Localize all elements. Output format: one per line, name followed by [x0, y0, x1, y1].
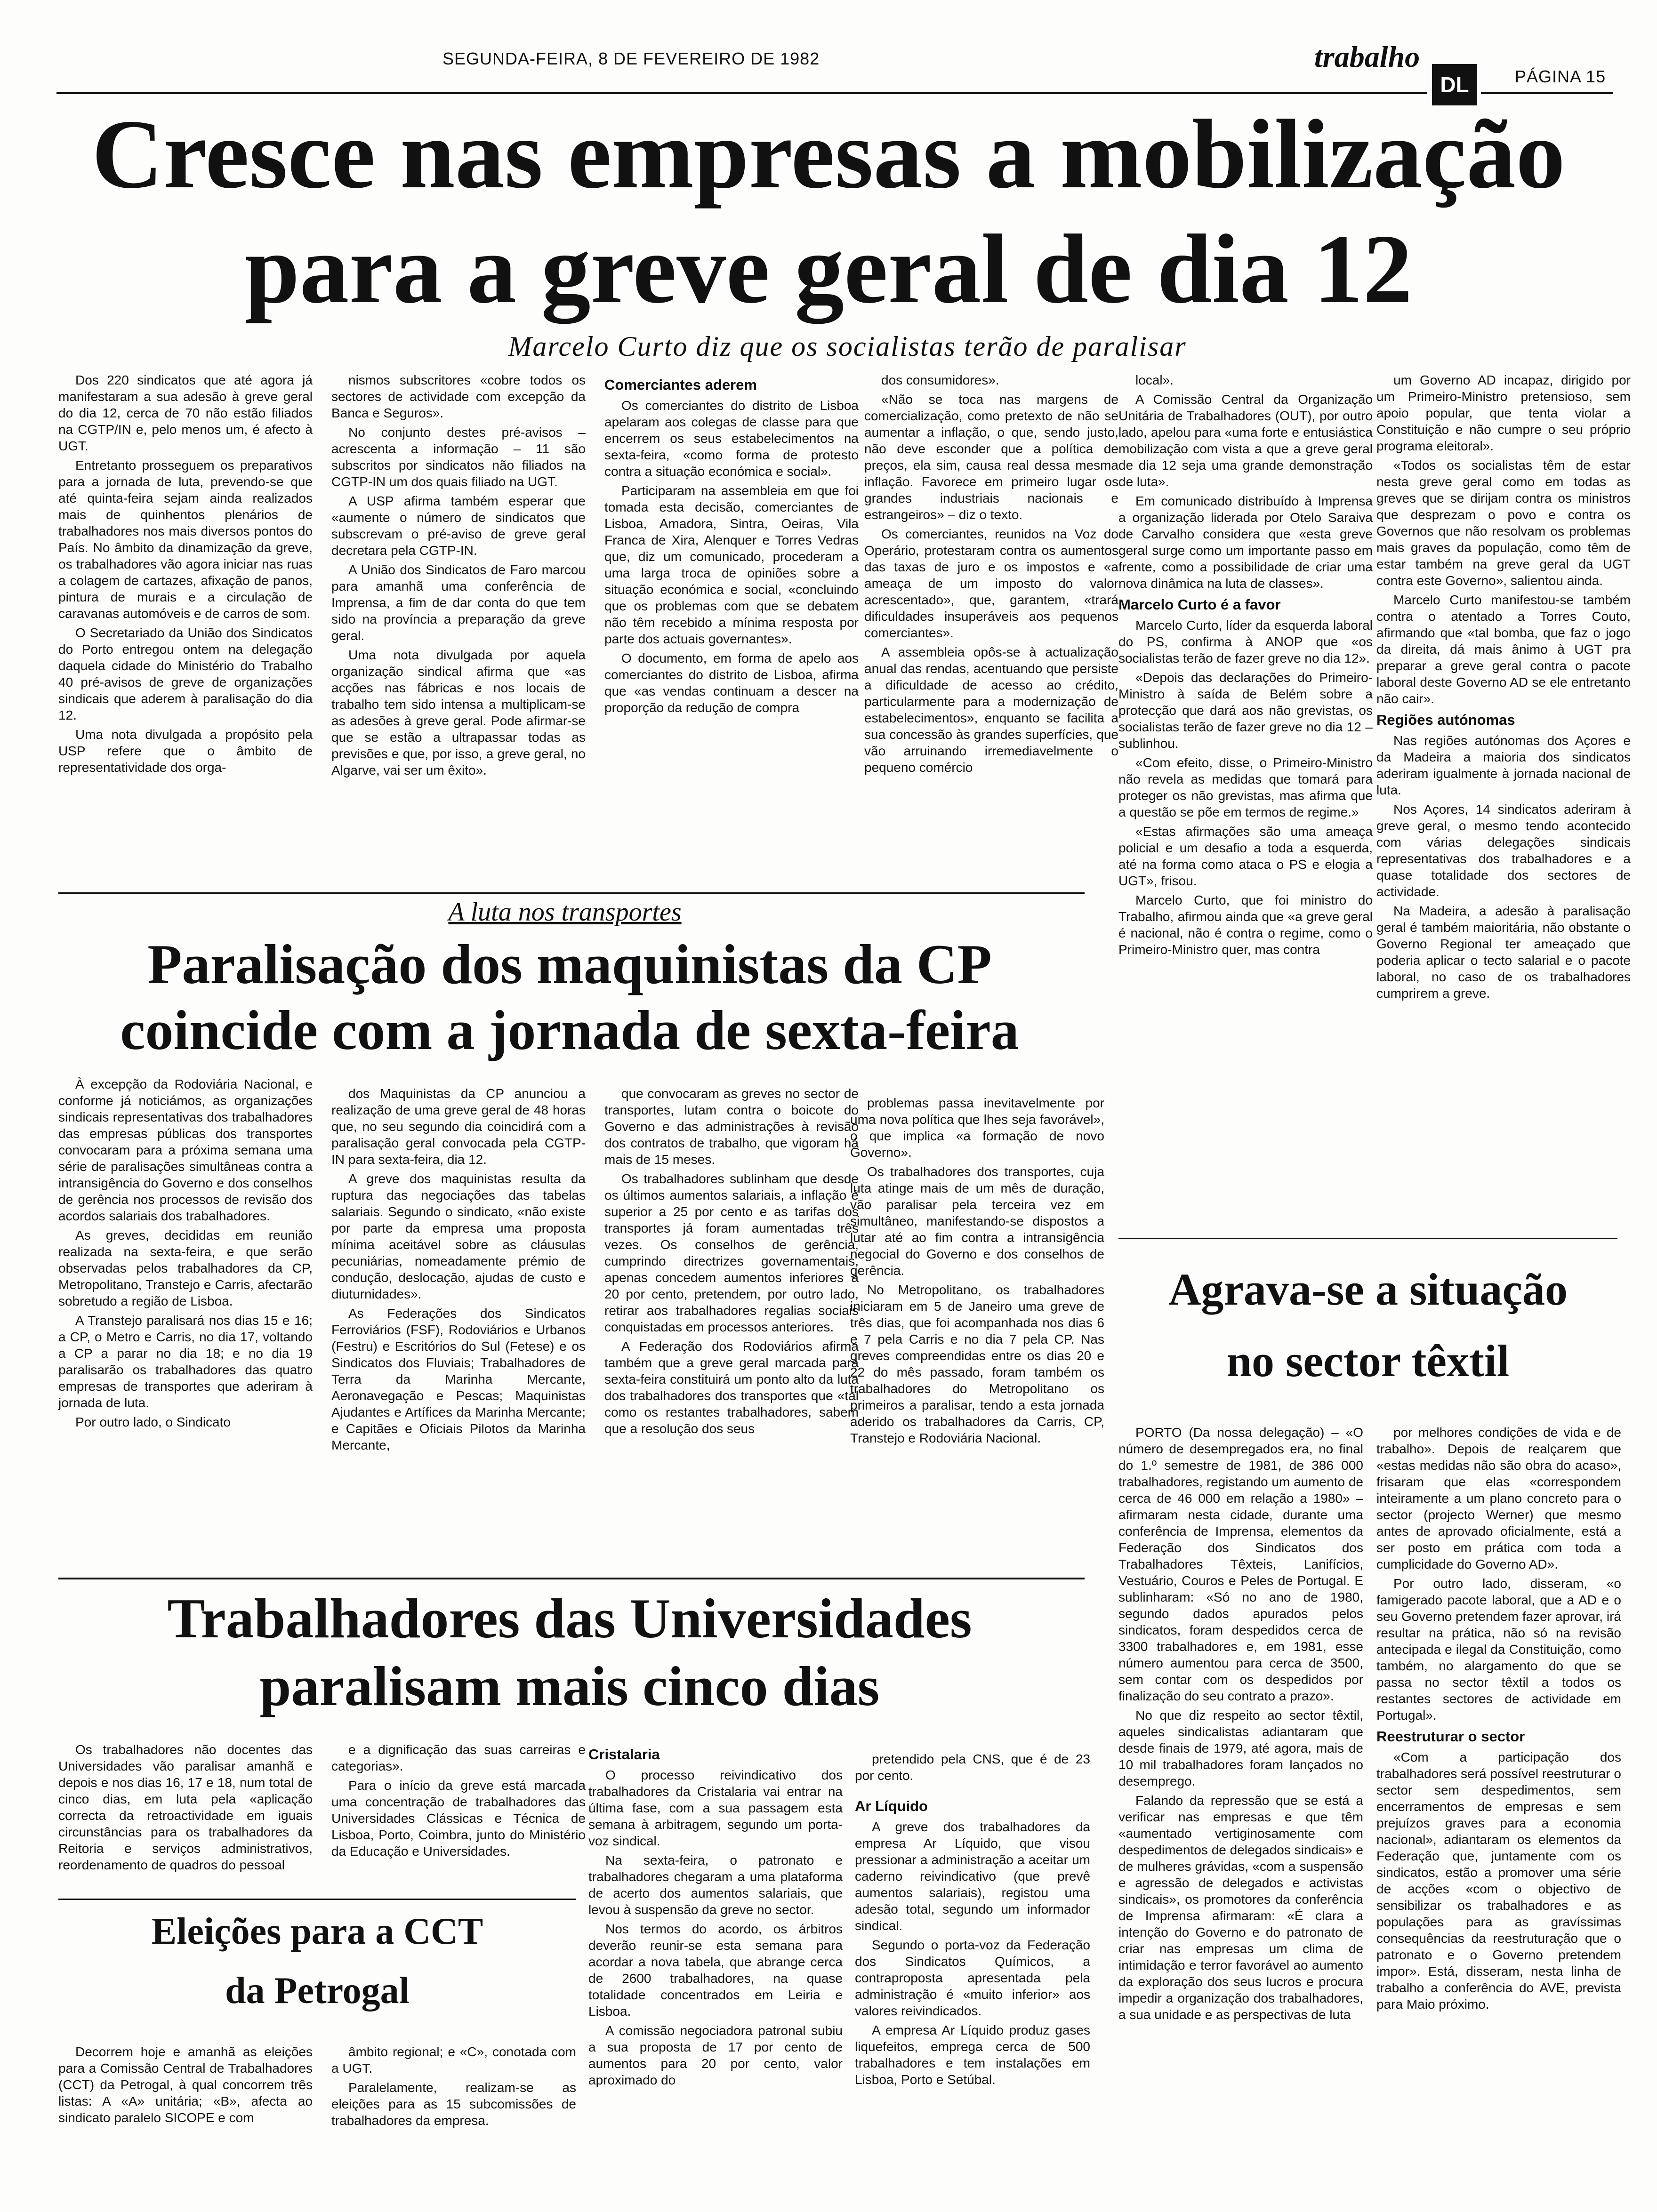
- transportes-kicker: A luta nos transportes: [448, 898, 682, 927]
- article-paragraph: Paralelamente, realizam-se as eleições para as 15 subcomissões de trabalhadores da empresa.: [331, 2080, 576, 2128]
- transportes-column-1: [58, 1076, 313, 1577]
- article-paragraph: A Transtejo paralisará nos dias 15 e 16; a CP, o Metro e Carris, no dia 17, voltando a CP a parar no dia 18; e no dia 19 paralisarão os trabalhadores das quatro empresas de transportes que aderiram à jornada de luta.: [58, 1313, 313, 1410]
- universidades-column-1: [58, 1741, 313, 1897]
- main-column-1: [58, 372, 313, 887]
- article-paragraph: Os trabalhadores sublinham que desde os últimos aumentos salariais, a inflação é superior a 25 por cento e as tarifas dos transportes já foram aumentadas três vezes. Os conselhos de gerência, cumprindo directrizes governamentais, apenas concedem aumentos inferiores a 20 por cento, pretendem, por outro lado, retirar aos trabalhadores regalias sociais conquistadas em processos anteriores.: [604, 1171, 859, 1334]
- main-column-6: [1376, 372, 1631, 1210]
- article-paragraph: Nos Açores, 14 sindicatos aderiram à greve geral, o mesmo tendo acontecido com várias delegações sindicais representativas dos trabalhadores e a quase totalidade dos sectores de actividade.: [1376, 802, 1631, 899]
- article-paragraph: problemas passa inevitavelmente por uma nova política que lhes seja favorável», o que implica «a formação de novo Governo».: [850, 1096, 1104, 1160]
- article-paragraph: um Governo AD incapaz, dirigido por um Primeiro-Ministro pretensioso, sem apoio popular, que tenta violar a Constituição e não cumpre o seu próprio programa eleitoral».: [1376, 373, 1631, 453]
- article-paragraph: dos consumidores».: [881, 373, 999, 387]
- article-paragraph: Os comerciantes do distrito de Lisboa apelaram aos colegas de classe para que encerrem os seus estabelecimentos na sexta-feira, «como forma de protesto contra a situação económica e social».: [604, 398, 859, 479]
- main-column-2: [331, 372, 586, 887]
- petrogal-headline-line1: Eleições para a CCT: [151, 1911, 483, 1952]
- article-paragraph: Nos termos do acordo, os árbitros deverão reunir-se esta semana para acordar a nova tabela, que abrange cerca de 2600 trabalhadores, na quase totalidade concentrados em Leiria e Lisboa.: [588, 1922, 843, 2019]
- article-paragraph: «Todos os socialistas têm de estar nesta greve geral como em todas as greves que se dirijam contra os ministros que desprezam o povo e contra os Governos que não resolvam os problemas mais graves da população, como têm de estar também na greve geral da UGT contra este Governo», salientou ainda.: [1376, 458, 1631, 588]
- article-paragraph: Decorrem hoje e amanhã as eleições para a Comissão Central de Trabalhadores (CCT) da Petrogal, à qual concorrem três listas: A «A» unitária; «B», afecta ao sindicato paralelo SICOPE e com: [58, 2044, 313, 2125]
- article-paragraph: A Federação dos Rodoviários afirma também que a greve geral marcada para sexta-feira constituirá um ponto alto da luta dos trabalhadores dos transportes que «tal como os restantes trabalhadores, sabem que a resolução dos seus: [604, 1339, 859, 1436]
- petrogal-column-2: [331, 2044, 576, 2175]
- article-paragraph: A Comissão Central da Organização Unitária de Trabalhadores (OUT), por outro lado, apelou para «uma forte e entusiástica mobilização com vista a que a greve geral de dia 12 seja uma grande demonstração de luta».: [1118, 392, 1373, 489]
- page-number: PÁGINA 15: [1515, 67, 1606, 86]
- main-column-4: [864, 372, 1118, 887]
- transportes-top-rule: [58, 892, 1085, 894]
- article-paragraph: As Federações dos Sindicatos Ferroviários (FSF), Rodoviários e Urbanos (Festru) e Escritórios do Sul (Fetese) e os Sindicatos dos Fluviais; Trabalhadores de Terra da Marinha Mercante, Aeronavegação e Pescas; Maquinistas Ajudantes e Artífices da Marinha Mercante; e Capitães e Oficiais Pilotos da Marinha Mercante,: [331, 1306, 586, 1452]
- article-paragraph: pretendido pela CNS, que é de 23 por cento.: [855, 1752, 1090, 1783]
- article-paragraph: Uma nota divulgada a propósito pela USP refere que o âmbito de representatividade dos orga-: [58, 727, 313, 775]
- petrogal-top-rule: [58, 1899, 576, 1900]
- article-paragraph: «Não se toca nas margens de comercialização, como pretexto de não se aumentar a inflação, o que, sendo justo, não deve esconder que a política de preços, ela sim, causa real dessa mesma inflação. Favorece em primeiro lugar os grandes industriais nacionais e estrangeiros» – diz o texto.: [864, 392, 1118, 522]
- article-paragraph: No Metropolitano, os trabalhadores iniciaram em 5 de Janeiro uma greve de três dias, que foi acompanhada nos dias 6 e 7 pela Carris e no dia 7 pela CP. Nas greves compreendidas entre os dias 20 e 22 do mês passado, foram também os trabalhadores do Metropolitano os primeiros a paralisar, tendo a esta jornada aderido os trabalhadores da Carris, CP, Transtejo e Rodoviária Nacional.: [850, 1282, 1104, 1445]
- article-paragraph: Dos 220 sindicatos que até agora já manifestaram a sua adesão à greve geral do dia 12, cerca de 70 não estão filiados na CGTP/IN e, pelo menos um, é afecto à UGT.: [58, 373, 313, 453]
- article-paragraph: No conjunto destes pré-avisos – acrescenta a informação – 11 são subscritos por sindicatos não filiados na CGTP-IN um dos quais filiado na UGT.: [331, 425, 586, 489]
- article-paragraph: Marcelo Curto, que foi ministro do Trabalho, afirmou ainda que «a greve geral é nacional, não é contra o regime, como o Primeiro-Ministro quer, mas contra: [1118, 893, 1373, 957]
- textil-column-2: [1376, 1424, 1621, 2177]
- article-paragraph: A assembleia opôs-se à actualização anual das rendas, acentuando que persiste a dificuldade de acesso ao crédito, particularmente para a modernização de estabelecimentos», enquanto se facilita a sua concessão às grandes superfícies, que vão arruinando irremediavelmente o pequeno comércio: [864, 645, 1118, 775]
- article-paragraph: Os trabalhadores não docentes das Universidades vão paralisar amanhã e depois e nos dias 16, 17 e 18, num total de cinco dias, em luta pela «aplicação correcta da retroactividade em iguais circunstâncias para os trabalhadores da Reitoria e serviços administrativos, reordenamento de quadros do pessoal: [58, 1742, 313, 1872]
- transportes-headline-line1: Paralisação dos maquinistas da CP: [147, 933, 992, 995]
- universidades-headline-line2: paralisam mais cinco dias: [259, 1655, 880, 1717]
- article-paragraph: O processo reivindicativo dos trabalhadores da Cristalaria vai entrar na última fase, com a sua passagem esta semana à arbitragem, segundo um porta-voz sindical.: [588, 1768, 843, 1848]
- universidades-top-rule: [58, 1578, 1085, 1579]
- article-paragraph: Marcelo Curto, líder da esquerda laboral do PS, confirma à ANOP que «os socialistas terão de fazer greve no dia 12».: [1118, 618, 1373, 665]
- main-column-3: [604, 372, 859, 887]
- article-paragraph: A greve dos trabalhadores da empresa Ar Líquido, que visou pressionar a administração a aceitar um caderno reivindicativo (que prevê aumentos salariais), registou uma adesão total, segundo um informador sindical.: [855, 1819, 1090, 1933]
- subhead-ar-liquido: Ar Líquido: [855, 1798, 928, 1814]
- petrogal-column-1: [58, 2044, 313, 2175]
- article-paragraph: local».: [1135, 373, 1174, 387]
- article-paragraph: e a dignificação das suas carreiras e categorias».: [331, 1742, 586, 1773]
- subhead-comerciantes: Comerciantes aderem: [604, 377, 757, 393]
- main-headline-line1: Cresce nas empresas a mobilização: [91, 100, 1566, 209]
- article-paragraph: nismos subscritores «cobre todos os sectores de actividade com excepção da Banca e Seguros».: [331, 373, 586, 420]
- article-paragraph: Em comunicado distribuído à Imprensa a organização liderada por Otelo Saraiva de Carvalho considera que «esta greve geral surge como um importante passo em frente, como a possibilidade de criar uma nova dinâmica na luta de classes».: [1118, 494, 1373, 591]
- article-paragraph: Nas regiões autónomas dos Açores e da Madeira a maioria dos sindicatos aderiram igualmente à jornada nacional de luta.: [1376, 733, 1631, 797]
- universidades-column-3: [588, 1741, 843, 2174]
- article-paragraph: Na sexta-feira, o patronato e trabalhadores chegaram a uma plataforma de acerto dos aumentos salariais, que levou à suspensão da greve no sector.: [588, 1853, 843, 1917]
- textil-headline-line1: Agrava-se a situação: [1168, 1264, 1568, 1314]
- article-paragraph: Entretanto prosseguem os preparativos para a jornada de luta, prevendo-se que até quinta-feira sejam ainda realizados mais de quinhentos plenários de trabalhadores nos mais diversos pontos do País. No âmbito da dinamização da greve, os trabalhadores vão agora iniciar nas ruas a colagem de cartazes, afixação de panos, pintura de murais e a circulação de caravanas automóveis e de carros de som.: [58, 458, 313, 621]
- article-paragraph: A comissão negociadora patronal subiu a sua proposta de 17 por cento de aumentos para 20 por cento, valor aproximado do: [588, 2023, 843, 2087]
- article-paragraph: O Secretariado da União dos Sindicatos do Porto entregou ontem na delegação daquela cidade do Ministério do Trabalho 40 pré-avisos de greve de organizações sindicais que aderem à paralisação do dia 12.: [58, 625, 313, 722]
- article-paragraph: Na Madeira, a adesão à paralisação geral é também maioritária, não obstante o Governo Regional ter ameaçado que poderia aplicar o tecto salarial e o pacote laboral, no caso de os trabalhadores cumprirem a greve.: [1376, 904, 1631, 1001]
- textil-headline-line2: no sector têxtil: [1226, 1336, 1510, 1386]
- article-paragraph: No que diz respeito ao sector têxtil, aqueles sindicalistas adiantaram que desde finais de 1979, até agora, mais de 10 mil trabalhadores foram lançados no desemprego.: [1118, 1708, 1363, 1788]
- main-column-5: [1118, 372, 1373, 1210]
- article-paragraph: por melhores condições de vida e de trabalho». Depois de realçarem que «estas medidas não são obra do acaso», frisaram que elas «correspondem inteiramente a um plano concreto para o sector (projecto Werner) que mesmo antes de aprovado oficialmente, está a ser posto em prática com toda a cumplicidade do Governo AD».: [1376, 1425, 1621, 1571]
- header-date: SEGUNDA-FEIRA, 8 DE FEVEREIRO DE 1982: [442, 49, 820, 68]
- article-paragraph: Participaram na assembleia em que foi tomada esta decisão, comerciantes de Lisboa, Amadora, Sintra, Oeiras, Vila Franca de Xira, Alenquer e Torres Vedras que, diz um comunicado, procederam a uma larga troca de opiniões sobre a situação económica e social, «concluindo que os problemas com que se debatem não têm recebido a mínima resposta por parte dos actuais governantes».: [604, 483, 859, 646]
- petrogal-headline-line2: da Petrogal: [225, 1970, 410, 2012]
- header-rule: [56, 92, 1427, 94]
- universidades-headline-line1: Trabalhadores das Universidades: [167, 1587, 972, 1650]
- article-paragraph: Marcelo Curto manifestou-se também contra o atentado a Torres Couto, afirmando que «tal bomba, que faz o jogo da direita, dá mais ânimo à UGT pra preparar a greve geral contra o pacote laboral deste Governo AD se ele entretanto não cair».: [1376, 593, 1631, 706]
- article-paragraph: A USP afirma também esperar que «aumente o número de sindicatos que subscrevam o pré-aviso de greve geral decretara pela CGTP-IN.: [331, 494, 586, 558]
- article-paragraph: Os comerciantes, reunidos na Voz do Operário, protestaram contra os aumentos das taxas de juro e os impostos e «a ameaça de um imposto do valor acrescentado», que, garantem, «trará dificuldades insuperáveis aos pequenos comerciantes».: [864, 527, 1118, 640]
- subhead-reestruturar: Reestruturar o sector: [1376, 1728, 1525, 1745]
- article-paragraph: Para o início da greve está marcada uma concentração de trabalhadores das Universidades Clássicas e Técnica de Lisboa, Porto, Coimbra, junto do Ministério da Educação e Universidades.: [331, 1778, 586, 1859]
- subhead-regioes: Regiões autónomas: [1376, 712, 1515, 728]
- transportes-column-4: [850, 1095, 1104, 1577]
- universidades-column-2: [331, 1741, 586, 1897]
- article-paragraph: Uma nota divulgada por aquela organização sindical afirma que «as acções nas fábricas e nos locais de trabalho tem sido intensa a multiplicam-se as adesões à greve geral. Pode afirmar-se que se estão a ultrapassar todas as previsões e que, por isso, a greve geral, no Algarve, vai ser um êxito».: [331, 648, 586, 777]
- transportes-column-3: [604, 1085, 859, 1577]
- article-paragraph: PORTO (Da nossa delegação) – «O número de desempregados era, no final do 1.º semestre de 1981, de 386 000 trabalhadores, registando um aumento de cerca de 46 000 em relação a 1980» – afirmaram nesta cidade, durante uma conferência de Imprensa, elementos da Federação dos Sindicatos dos Trabalhadores Têxteis, Lanifícios, Vestuário, Couros e Peles de Portugal. E sublinharam: «Só no ano de 1980, segundo dados apurados pelos sindicatos, foram despedidos cerca de 3300 trabalhadores e, em 1981, esse número aumentou para cerca de 3500, sem contar com os despedidos por finalização do seu contrato a prazo».: [1118, 1425, 1363, 1703]
- article-paragraph: À excepção da Rodoviária Nacional, e conforme já noticiámos, as organizações sindicais representativas dos trabalhadores das empresas públicas dos transportes convocaram para a próxima semana uma série de paralisações simultâneas contra a intransigência do Governo e dos conselhos de gerência nos processos de revisão dos acordos salariais dos trabalhadores.: [58, 1077, 313, 1223]
- main-subtitle: Marcelo Curto diz que os socialistas terão de paralisar: [508, 331, 1187, 362]
- article-paragraph: «Com efeito, disse, o Primeiro-Ministro não revela as medidas que tomará para proteger os não grevistas, mas afirma que a questão se põe em termos de regime.»: [1118, 755, 1373, 819]
- article-paragraph: dos Maquinistas da CP anunciou a realização de uma greve geral de 48 horas que, no seu segundo dia coincidirá com a paralisação geral convocada pela CGTP-IN para sexta-feira, dia 12.: [331, 1086, 586, 1167]
- article-paragraph: «Depois das declarações do Primeiro-Ministro à saída de Belém sobre a protecção que dará aos não grevistas, os socialistas terão de fazer greve no dia 12 – sublinhou.: [1118, 670, 1373, 751]
- article-paragraph: A greve dos maquinistas resulta da ruptura das negociações das tabelas salariais. Segundo o sindicato, «não existe por parte da empresa uma proposta mínima aceitável sobre as cláusulas pecuniárias, nomeadamente prémio de condução, deslocação, ajudas de custo e diuturnidades».: [331, 1171, 586, 1301]
- textil-column-1: [1118, 1424, 1363, 2177]
- newspaper-logo: DL: [1432, 64, 1477, 105]
- article-paragraph: Os trabalhadores dos transportes, cuja luta atinge mais de um mês de duração, vão paralisar pela terceira vez em simultâneo, manifestando-se dispostos a lutar até ao fim contra a intransigência negocial do Governo e dos conselhos de gerência.: [850, 1164, 1104, 1278]
- article-paragraph: «Estas afirmações são uma ameaça policial e um desafio a toda a esquerda, até na forma como ataca o PS e elogia a UGT», frisou.: [1118, 824, 1373, 888]
- article-paragraph: A União dos Sindicatos de Faro marcou para amanhã uma conferência de Imprensa, a fim de dar conta do que tem sido na província a preparação da greve geral.: [331, 562, 586, 643]
- article-paragraph: Por outro lado, o Sindicato: [75, 1415, 231, 1429]
- article-paragraph: As greves, decididas em reunião realizada na sexta-feira, e que serão observadas pelos trabalhadores da CP, Metropolitano, Transtejo e Carris, afectarão sobretudo a região de Lisboa.: [58, 1228, 313, 1308]
- section-name: trabalho: [1314, 40, 1420, 73]
- article-paragraph: que convocaram as greves no sector de transportes, lutam contra o boicote do Governo e das administrações à revisão dos contratos de trabalho, que vigoram há mais de 15 meses.: [604, 1086, 859, 1167]
- main-headline-line2: para a greve geral de dia 12: [244, 215, 1413, 324]
- header-rule-right: [1481, 92, 1613, 94]
- article-paragraph: O documento, em forma de apelo aos comerciantes do distrito de Lisboa, afirma que «as vendas continuam a descer na proporção da redução de compra: [604, 651, 859, 715]
- article-paragraph: âmbito regional; e «C», conotada com a UGT.: [331, 2044, 576, 2076]
- universidades-column-4: [855, 1751, 1090, 2174]
- article-paragraph: «Com a participação dos trabalhadores será possível reestruturar o sector sem despedimentos, sem encerramentos de empresas e sem prejuízos graves para a economia nacional», adiantaram os elementos da Federação que, juntamente com os sindicatos, estão a promover uma série de acções «com o objectivo de sensibilizar os trabalhadores e as populações para as gravíssimas consequências da reestruturação que o patronato e o Governo pretendem impor». Está, disseram, nesta linha de trabalho a conferência do AVE, prevista para Maio próximo.: [1376, 1750, 1621, 2012]
- article-paragraph: Por outro lado, disseram, «o famigerado pacote laboral, que a AD e o seu Governo pretendem fazer aprovar, irá resultar na prática, não só na revisão antecipada e ilegal da Constituição, como também, no alargamento do que se passa no sector têxtil a todos os restantes sectores de actividade em Portugal».: [1376, 1576, 1621, 1723]
- transportes-column-2: [331, 1085, 586, 1577]
- article-paragraph: A empresa Ar Líquido produz gases liquefeitos, emprega cerca de 500 trabalhadores e tem instalações em Lisboa, Porto e Setúbal.: [855, 2023, 1090, 2087]
- article-paragraph: Segundo o porta-voz da Federação dos Sindicatos Químicos, a contraproposta apresentada pela administração é «muito inferior» aos valores reivindicados.: [855, 1938, 1090, 2018]
- textil-top-rule: [1118, 1238, 1617, 1239]
- transportes-headline-line2: coincide com a jornada de sexta-feira: [120, 999, 1019, 1061]
- article-paragraph: Falando da repressão que se está a verificar nas empresas e que têm «aumentado vertiginosamente com despedimentos de delegados sindicais» e de mulheres grávidas, «com a suspensão e agressão de delegados e activistas sindicais», os promotores da conferência de Imprensa afirmaram: «É clara a intenção do Governo e do patronato de criar nas empresas um clima de intimidação e terror favorável ao aumento da exploração dos seus lucros e procura impedir a organização dos trabalhadores, a sua unidade e as perspectivas de luta: [1118, 1793, 1363, 2022]
- subhead-cristalaria: Cristalaria: [588, 1746, 660, 1763]
- subhead-marcelo-curto: Marcelo Curto é a favor: [1118, 596, 1281, 613]
